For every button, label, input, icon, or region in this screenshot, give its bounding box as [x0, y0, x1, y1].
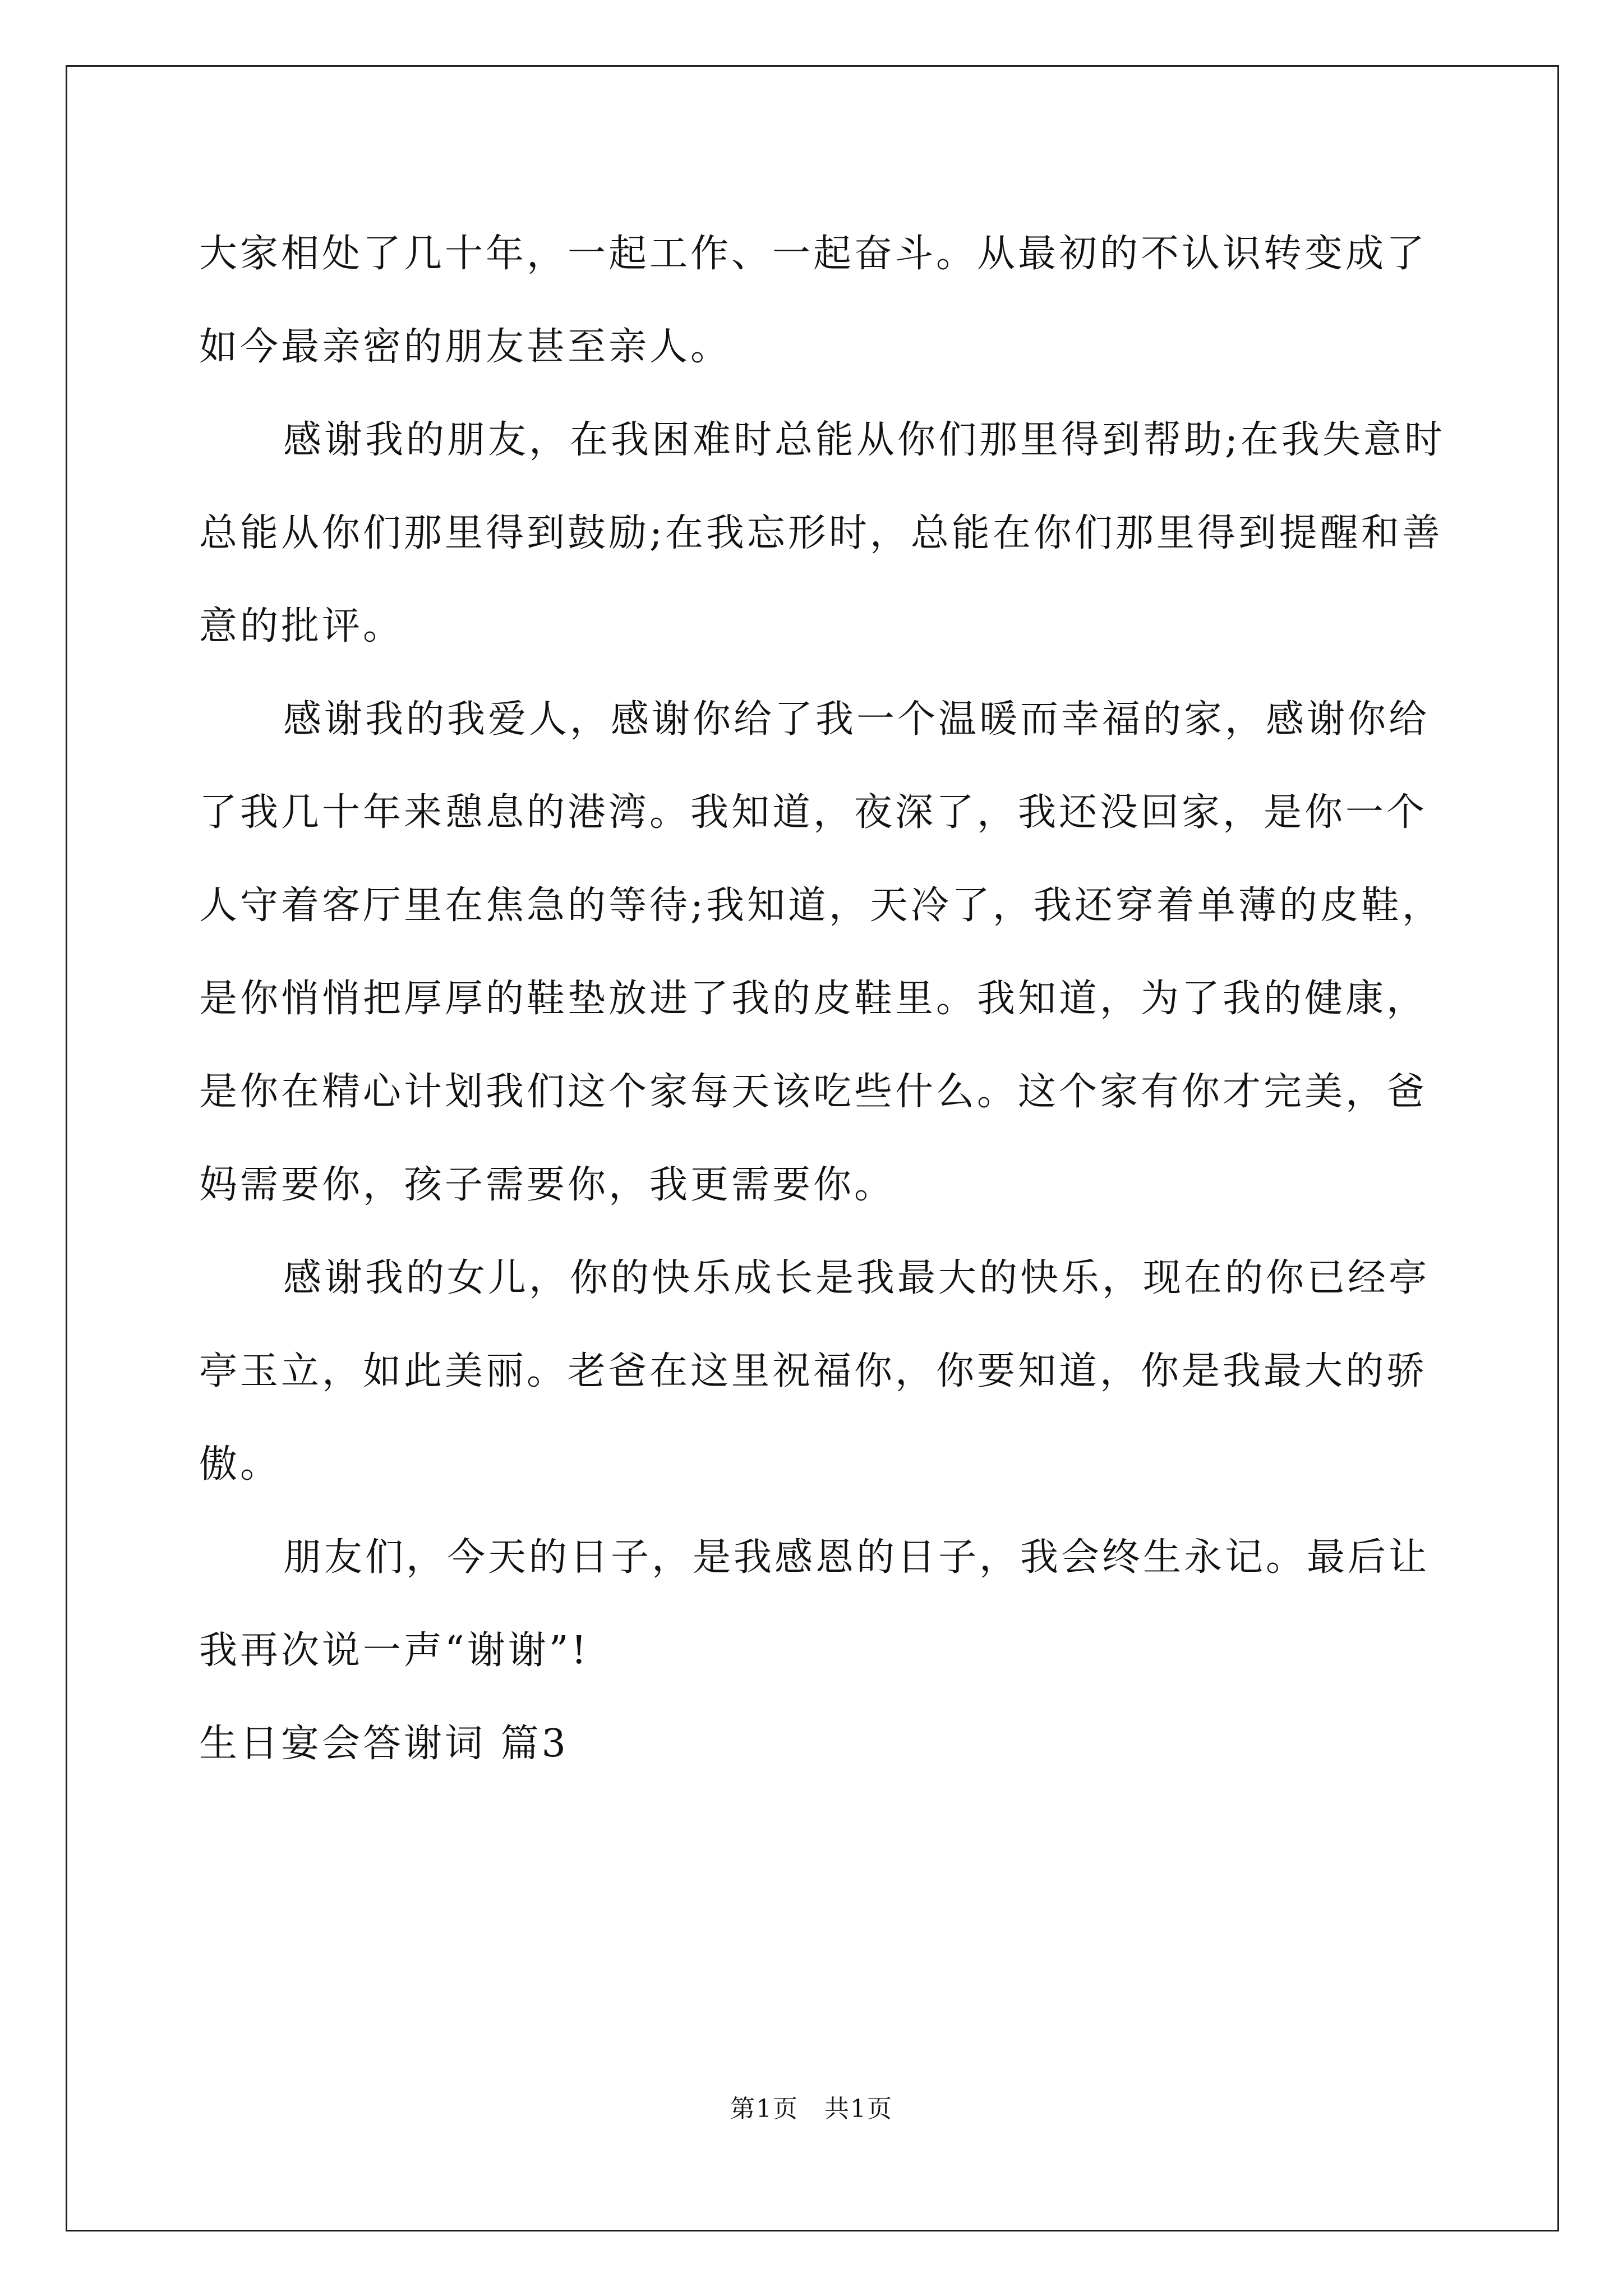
text-line: 感谢我的朋友，在我困难时总能从你们那里得到帮助;在我失意时: [283, 418, 1445, 462]
text-line: 感谢我的我爱人，感谢你给了我一个温暖而幸福的家，感谢你给: [283, 697, 1430, 742]
text-line: 大家相处了几十年，一起工作、一起奋斗。从最初的不认识转变成了: [199, 232, 1428, 276]
text-line: 如今最亲密的朋友甚至亲人。: [199, 325, 732, 369]
text-line: 人守着客厅里在焦急的等待;我知道，天冷了，我还穿着单薄的皮鞋，: [199, 884, 1443, 928]
text-line: 妈需要你，孩子需要你，我更需要你。: [199, 1163, 896, 1207]
section-heading: 生日宴会答谢词 篇3: [199, 1722, 569, 1766]
text-line: 总能从你们那里得到鼓励;在我忘形时，总能在你们那里得到提醒和善: [199, 511, 1443, 555]
text-line: 意的批评。: [199, 604, 404, 648]
text-line: 是你悄悄把厚厚的鞋垫放进了我的皮鞋里。我知道，为了我的健康，: [199, 977, 1428, 1021]
text-line: 感谢我的女儿，你的快乐成长是我最大的快乐，现在的你已经亭: [283, 1256, 1430, 1300]
text-line: 亭玉立，如此美丽。老爸在这里祝福你，你要知道，你是我最大的骄: [199, 1349, 1428, 1393]
text-line: 我再次说一声“谢谢”!: [199, 1628, 589, 1673]
text-line: 朋友们，今天的日子，是我感恩的日子，我会终生永记。最后让: [283, 1535, 1430, 1580]
document-body: [199, 208, 1444, 1791]
text-line: 了我几十年来憩息的港湾。我知道，夜深了，我还没回家，是你一个: [199, 790, 1428, 835]
page-footer: 第1页 共1页: [730, 2095, 893, 2123]
text-line: 是你在精心计划我们这个家每天该吃些什么。这个家有你才完美，爸: [199, 1070, 1428, 1114]
text-line: 傲。: [199, 1442, 282, 1487]
